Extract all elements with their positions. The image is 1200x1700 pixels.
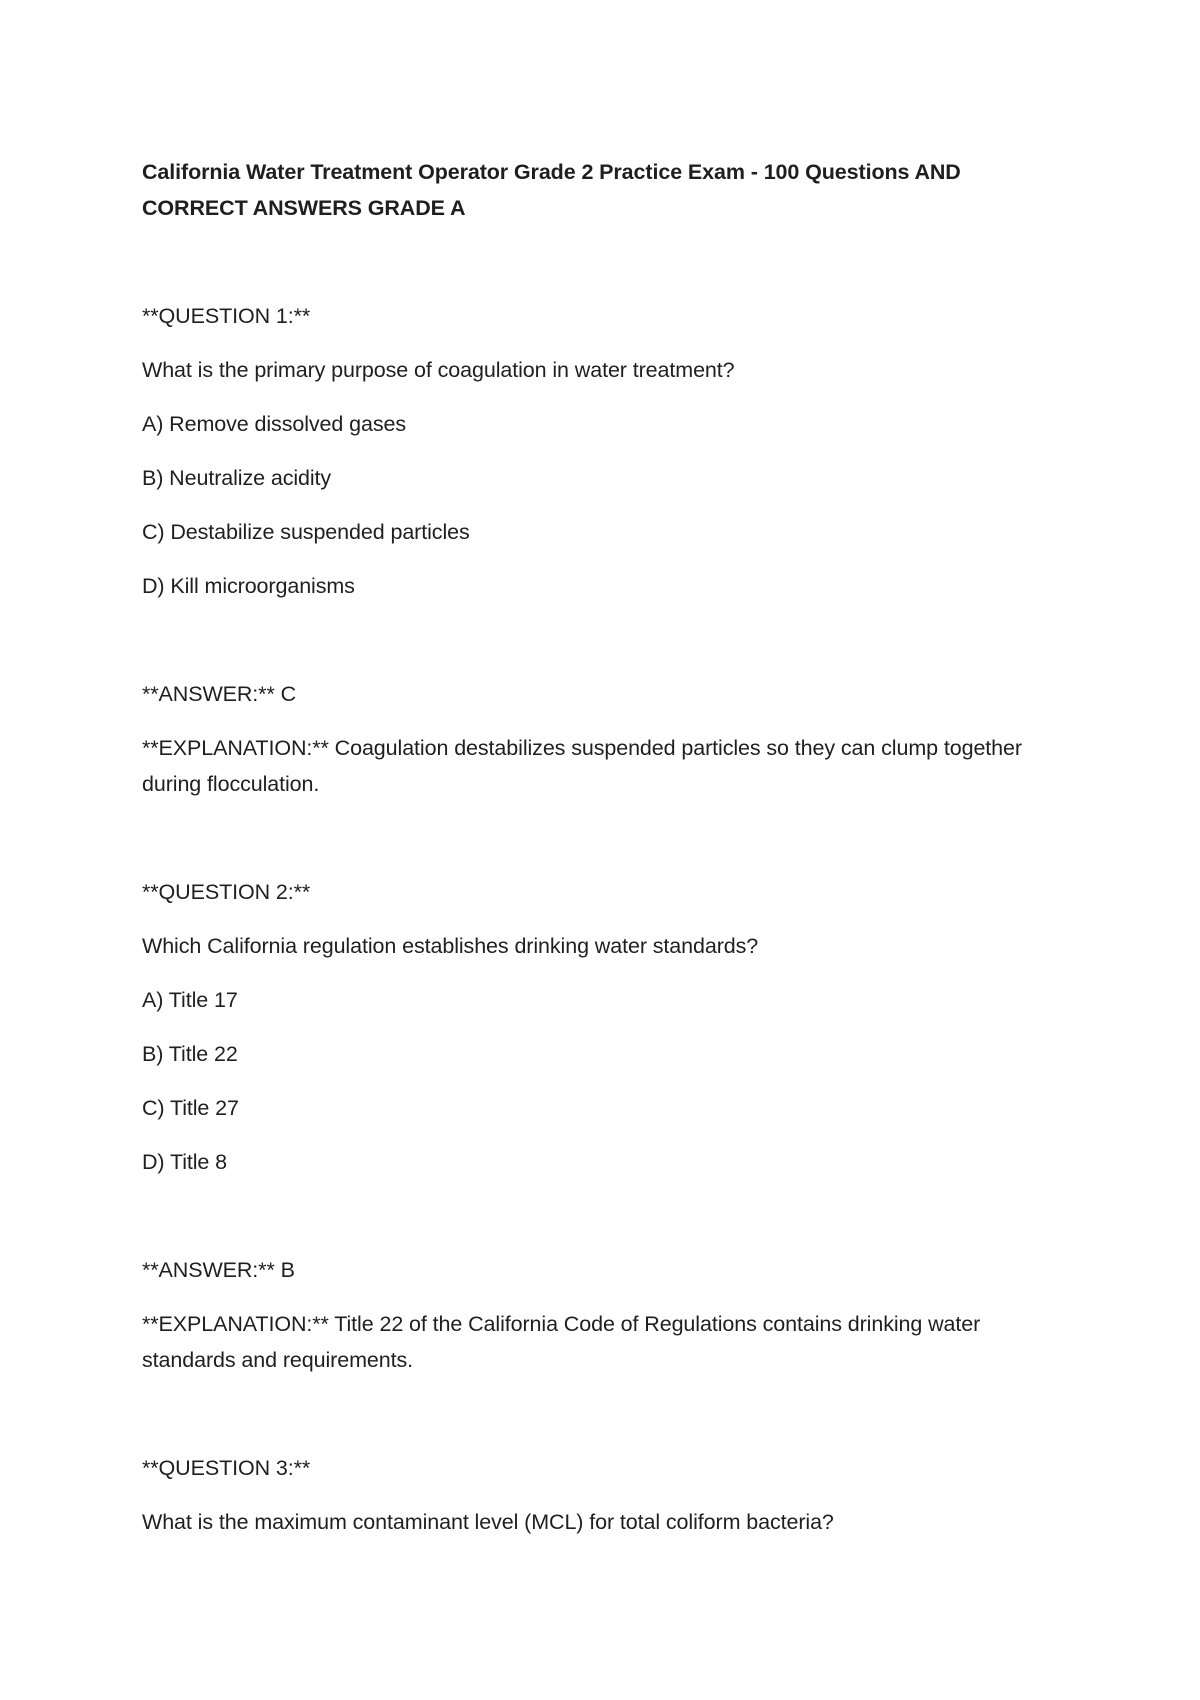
document-content: [142, 154, 1062, 1540]
explanation-text: **EXPLANATION:** Coagulation destabilizes suspended particles so they can clump together during flocculation.: [142, 736, 1022, 796]
answer-option: C) Destabilize suspended particles: [142, 520, 470, 544]
answer-option: C) Title 27: [142, 1096, 239, 1120]
answer-option: B) Neutralize acidity: [142, 466, 332, 490]
question-prompt: What is the primary purpose of coagulation in water treatment?: [142, 358, 735, 382]
answer-option: B) Title 22: [142, 1042, 238, 1066]
question-prompt: Which California regulation establishes drinking water standards?: [142, 934, 759, 958]
question-heading: **QUESTION 2:**: [142, 880, 311, 904]
question-heading: **QUESTION 3:**: [142, 1456, 311, 1480]
answer-line: **ANSWER:** B: [142, 1258, 295, 1282]
question-heading: **QUESTION 1:**: [142, 304, 311, 328]
answer-option: A) Title 17: [142, 988, 238, 1012]
explanation-text: **EXPLANATION:** Title 22 of the California Code of Regulations contains drinking water standards and requirements.: [142, 1312, 981, 1372]
document-title: California Water Treatment Operator Grade 2 Practice Exam - 100 Questions AND CORRECT ANSWERS GRADE A: [142, 160, 961, 220]
answer-option: D) Kill microorganisms: [142, 574, 355, 598]
answer-option: A) Remove dissolved gases: [142, 412, 406, 436]
question-prompt: What is the maximum contaminant level (MCL) for total coliform bacteria?: [142, 1510, 834, 1534]
answer-option: D) Title 8: [142, 1150, 228, 1174]
answer-line: **ANSWER:** C: [142, 682, 297, 706]
